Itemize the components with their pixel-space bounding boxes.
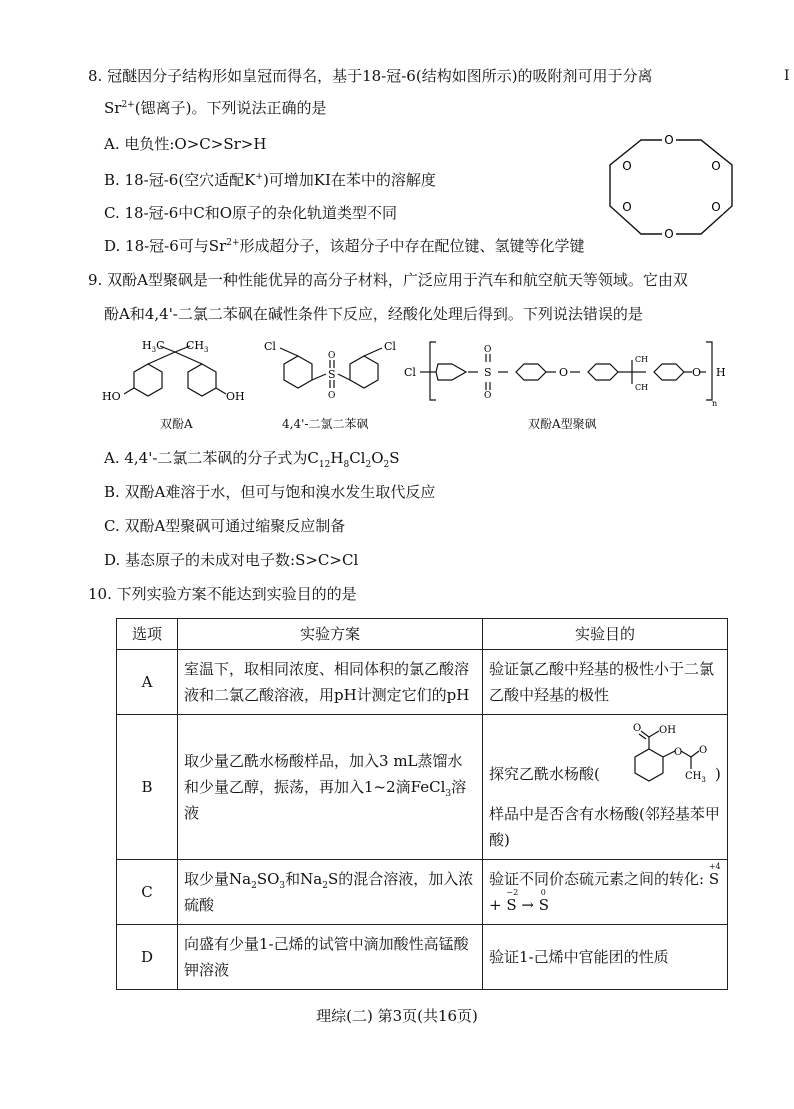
page-edge-mark: I: [784, 68, 790, 84]
page-footer: 理综(二) 第3页(共16页): [316, 1007, 478, 1025]
row-b-plan: 取少量乙酰水杨酸样品，加入3 mL蒸馏水和少量乙醇，振荡，再加入1~2滴FeCl$_3$溶液: [178, 715, 483, 860]
crown-o-label: O: [622, 200, 632, 214]
q10-table: [116, 618, 728, 990]
row-a-plan: 室温下，取相同浓度、相同体积的氯乙酸溶液和二氯乙酸溶液，用pH计测定它们的pH: [178, 650, 483, 715]
q9-option-b: B. 双酚A难溶于水，但可与饱和溴水发生取代反应: [104, 483, 436, 501]
svg-text:O: O: [559, 366, 569, 379]
caption-dichlorodiphenyl-sulfone: 4,4'-二氯二苯砜: [282, 417, 369, 431]
svg-text:OH: OH: [226, 390, 245, 403]
svg-text:Cl: Cl: [384, 340, 396, 353]
q8-option-d: D. 18-冠-6可与$Sr^{2+}$形成超分子，该超分子中存在配位键、氢键等化学键: [104, 237, 585, 255]
caption-bisphenol-a: 双酚A: [160, 417, 193, 431]
header-plan: 实验方案: [178, 619, 483, 650]
row-b-option: B: [117, 715, 178, 860]
q9-stem-line2: 酚A和4,4'-二氯二苯砜在碱性条件下反应，经酸化处理后得到。下列说法错误的是: [104, 305, 643, 323]
table-row: [117, 860, 728, 925]
q8-stem-line2: $Sr^{2+}$(锶离子)。下列说法正确的是: [104, 99, 327, 117]
svg-text:H3C: $H_3C$: [142, 339, 165, 354]
svg-text:Cl: Cl: [404, 366, 416, 379]
table-row: [117, 925, 728, 990]
svg-text:CH: CH: [635, 355, 649, 364]
q8-option-c: C. 18-冠-6中C和O原子的杂化轨道类型不同: [104, 204, 398, 222]
svg-text:O: O: [484, 391, 492, 401]
q10-stem: 10. 下列实验方案不能达到实验目的的是: [88, 585, 357, 603]
svg-text:H: H: [716, 366, 726, 379]
row-b-goal: 探究乙酰水杨酸( O OH O O $CH_3$ ) 样品中是否含有水杨酸(邻羟基苯甲酸): [483, 715, 728, 860]
table-header-row: [117, 619, 728, 650]
crown-o-label: O: [664, 227, 674, 241]
svg-text:S: S: [328, 368, 336, 381]
crown-ether-structure: [596, 130, 746, 250]
row-c-option: C: [117, 860, 178, 925]
table-row: [117, 715, 728, 860]
acetylsalicylic-acid-structure: [619, 721, 715, 801]
caption-polysulfone: 双酚A型聚砜: [528, 417, 597, 431]
svg-text:CH3: $CH_3$: [186, 339, 209, 354]
svg-text:O: O: [674, 747, 683, 758]
row-d-option: D: [117, 925, 178, 990]
q8-option-b: B. 18-冠-6(空穴适配K+)可增加KI在苯中的溶解度: [104, 171, 436, 189]
row-c-plan: 取少量$Na_2SO_3$和$Na_2S$的混合溶液，加入浓硫酸: [178, 860, 483, 925]
svg-text:CH: CH: [635, 383, 649, 392]
svg-text:O: O: [484, 345, 492, 355]
row-a-option: A: [117, 650, 178, 715]
svg-text:O: O: [692, 366, 702, 379]
header-goal: 实验目的: [483, 619, 728, 650]
row-d-plan: 向盛有少量1-己烯的试管中滴加酸性高锰酸钾溶液: [178, 925, 483, 990]
svg-text:O: O: [328, 391, 336, 401]
svg-text:O: O: [633, 723, 642, 734]
crown-o-label: O: [711, 159, 721, 173]
crown-o-label: O: [664, 133, 674, 147]
svg-text:Cl: Cl: [264, 340, 276, 353]
q9-option-a: A. 4,4'-二氯二苯砜的分子式为$C_{12}H_8Cl_2O_2S$: [104, 449, 400, 470]
bisphenol-a-structure: [100, 338, 260, 408]
q9-stem-line1: 9. 双酚A型聚砜是一种性能优异的高分子材料，广泛应用于汽车和航空航天等领域。它由双: [88, 271, 688, 289]
header-option: 选项: [117, 619, 178, 650]
svg-text:n: n: [712, 399, 718, 408]
row-c-goal: 验证不同价态硫元素之间的转化: +4 S + −2 S → 0 S: [483, 860, 728, 925]
svg-text:O: O: [328, 351, 336, 361]
svg-text:HO: HO: [102, 390, 121, 403]
q8-option-a: A. 电负性:O>C>Sr>H: [104, 135, 267, 153]
q9-option-d: D. 基态原子的未成对电子数:S>C>Cl: [104, 551, 359, 569]
crown-o-label: O: [711, 200, 721, 214]
crown-o-label: O: [622, 159, 632, 173]
q9-option-c: C. 双酚A型聚砜可通过缩聚反应制备: [104, 517, 346, 535]
svg-text:S: S: [484, 366, 492, 379]
table-row: [117, 650, 728, 715]
dichlorodiphenyl-sulfone-structure: [258, 338, 418, 408]
row-d-goal: 验证1-己烯中官能团的性质: [483, 925, 728, 990]
svg-text:CH3: $CH_3$: [685, 771, 706, 784]
svg-text:OH: OH: [659, 725, 676, 736]
svg-text:O: O: [699, 745, 708, 756]
polysulfone-structure: [400, 338, 730, 408]
q8-stem-line1: 8. 冠醚因分子结构形如皇冠而得名，基于18-冠-6(结构如图所示)的吸附剂可用于分离: [88, 67, 653, 85]
row-a-goal: 验证氯乙酸中羟基的极性小于二氯乙酸中羟基的极性: [483, 650, 728, 715]
